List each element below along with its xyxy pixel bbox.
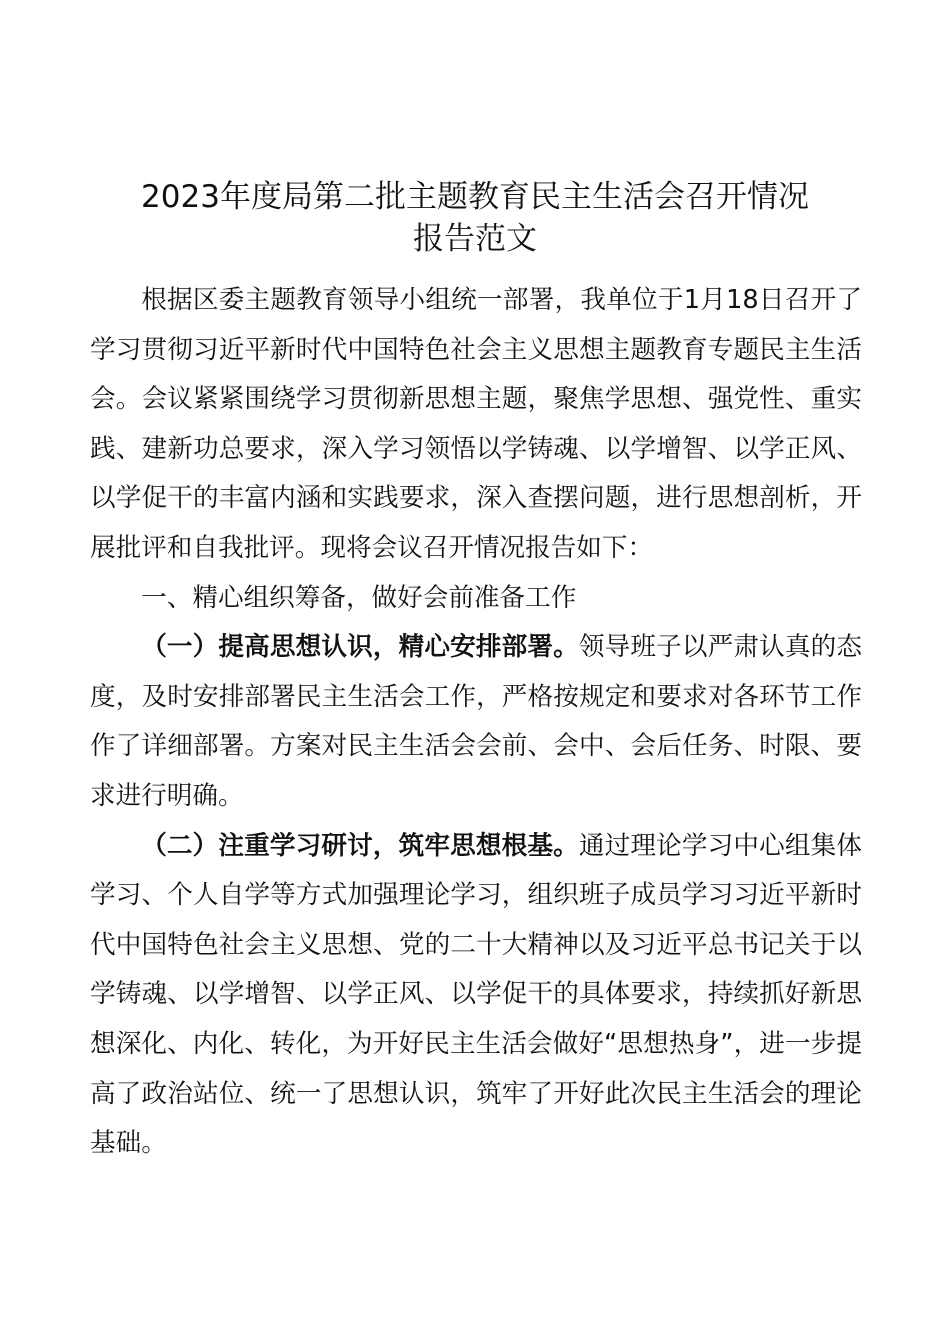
title-line-1: 2023年度局第二批主题教育民主生活会召开情况	[141, 179, 809, 215]
section-heading-1	[90, 574, 862, 624]
title-line-2: 报告范文	[413, 221, 537, 257]
subsection-paragraph-1	[90, 623, 862, 821]
document-body	[90, 276, 862, 1169]
subsection-1-text: 领导班子以严肃认真的态度，及时安排部署民主生活会工作，严格按规定和要求对各环节工作作了详细部署。方案对民主生活会会前、会中、会后任务、时限、要求进行明确。	[90, 632, 862, 811]
subsection-2-text: 通过理论学习中心组集体学习、个人自学等方式加强理论学习，组织班子成员学习习近平新时代中国特色社会主义思想、党的二十大精神以及习近平总书记关于以学铸魂、以学增智、以学正风、以学促干的具体要求，持续抓好新思想深化、内化、转化，为开好民主生活会做好“思想热身”，进一步提高了政治站位、统一了思想认识，筑牢了开好此次民主生活会的理论基础。	[90, 830, 862, 1159]
intro-paragraph-text: 根据区委主题教育领导小组统一部署，我单位于1月18日召开了学习贯彻习近平新时代中国特色社会主义思想主题教育专题民主生活会。会议紧紧围绕学习贯彻新思想主题，聚焦学思想、强党性、重实践、建新功总要求，深入学习领悟以学铸魂、以学增智、以学正风、以学促干的丰富内涵和实践要求，深入查摆问题，进行思想剖析，开展批评和自我批评。现将会议召开情况报告如下：	[90, 285, 862, 563]
subsection-paragraph-2	[90, 822, 862, 1169]
section-heading-1-text: 一、精心组织筹备，做好会前准备工作	[141, 582, 577, 613]
intro-paragraph	[90, 276, 862, 574]
subsection-1-lead: （一）提高思想认识，精心安排部署。	[141, 632, 579, 663]
subsection-2-lead: （二）注重学习研讨，筑牢思想根基。	[141, 830, 579, 861]
document-title	[60, 176, 890, 260]
